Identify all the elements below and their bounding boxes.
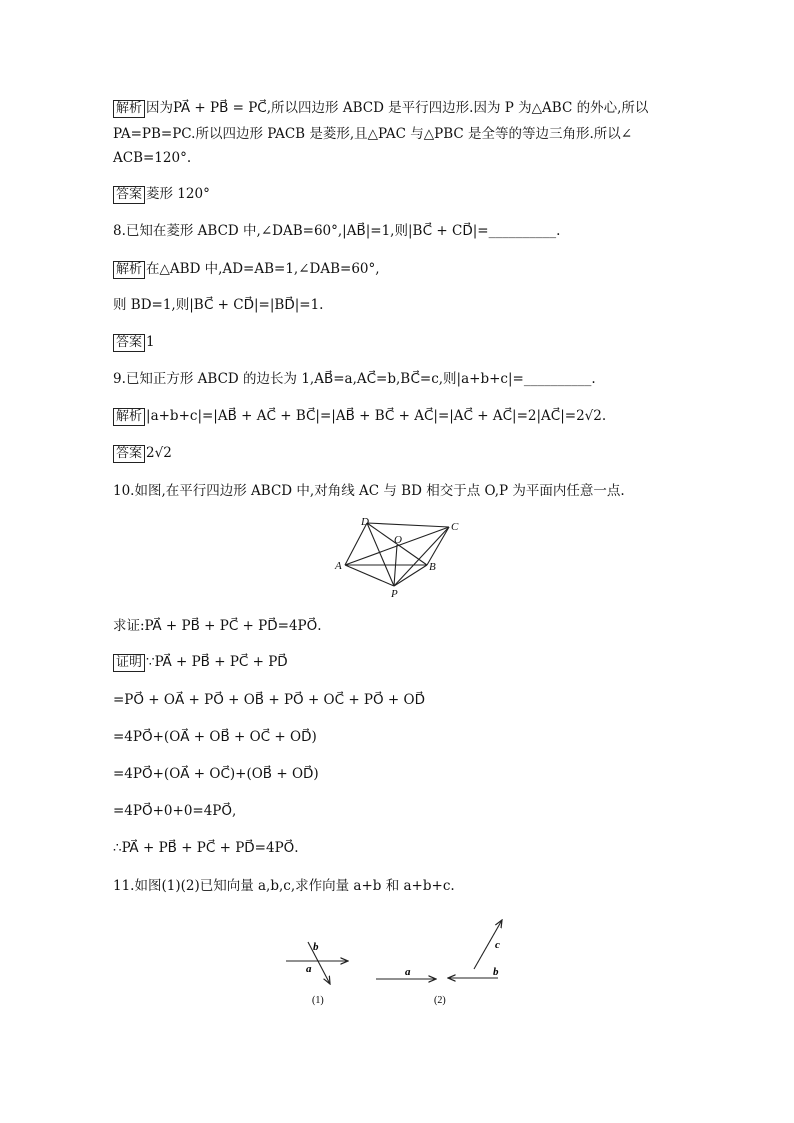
label-a: a: [306, 963, 312, 975]
answer-line-9: [113, 443, 172, 463]
proof-line-5: =4PO⃗+0+0=4PO⃗,: [113, 803, 237, 819]
label-O: O: [394, 534, 402, 546]
proof-line-1: [113, 652, 288, 672]
question-8: 8.已知在菱形 ABCD 中,∠DAB=60°,|AB⃗|=1,则|BC⃗ + CD⃗|=__________.: [113, 223, 561, 239]
analysis-line-8a: [113, 259, 380, 279]
proof-line-2: =PO⃗ + OA⃗ + PO⃗ + OB⃗ + PO⃗ + OC⃗ + PO⃗ + OD⃗: [113, 692, 425, 708]
analysis-tag: 解析: [113, 100, 145, 118]
line-text: ∵PA⃗ + PB⃗ + PC⃗ + PD⃗: [146, 654, 288, 670]
answer-line-7: [113, 184, 210, 204]
analysis-line-2: PA=PB=PC.所以四边形 PACB 是菱形,且△PAC 与△PBC 是全等的等边三角形.所以∠: [113, 126, 633, 142]
label-b: b: [313, 941, 319, 953]
analysis-line-9: [113, 406, 606, 426]
analysis-line-3: ACB=120°.: [113, 150, 192, 166]
line-text: 1: [146, 334, 155, 350]
label-B: B: [429, 561, 436, 573]
label-a: a: [405, 966, 411, 978]
edge-CB: [427, 527, 449, 565]
label-D: D: [361, 516, 369, 528]
label-P: P: [391, 588, 398, 600]
line-text: 2√2: [146, 445, 172, 461]
proof-line-6: ∴PA⃗ + PB⃗ + PC⃗ + PD⃗=4PO⃗.: [113, 840, 299, 856]
label-C: C: [451, 521, 459, 533]
question-9: 9.已知正方形 ABCD 的边长为 1,AB⃗=a,AC⃗=b,BC⃗=c,则|a+b+c|=__________.: [113, 371, 596, 387]
proof-line-4: =4PO⃗+(OA⃗ + OC⃗)+(OB⃗ + OD⃗): [113, 766, 319, 782]
edge-DC: [367, 523, 449, 527]
question-11: 11.如图(1)(2)已知向量 a,b,c,求作向量 a+b 和 a+b+c.: [113, 878, 455, 894]
seg-PC: [394, 527, 449, 586]
proof-line-3: =4PO⃗+(OA⃗ + OB⃗ + OC⃗ + OD⃗): [113, 729, 317, 745]
answer-tag: 答案: [113, 334, 145, 352]
analysis-line-8b: 则 BD=1,则|BC⃗ + CD⃗|=|BD⃗|=1.: [113, 297, 324, 313]
vector-figure-1: [282, 935, 362, 1010]
caption-2: (2): [434, 995, 446, 1006]
answer-tag: 答案: [113, 445, 145, 463]
analysis-tag: 解析: [113, 408, 145, 426]
parallelogram-figure: [330, 513, 465, 603]
analysis-line-1: [113, 98, 648, 118]
prove-statement: 求证:PA⃗ + PB⃗ + PC⃗ + PD⃗=4PO⃗.: [113, 618, 322, 634]
vector-figure-2: [372, 915, 512, 1010]
label-c: c: [495, 939, 500, 951]
line-text: 菱形 120°: [146, 186, 210, 202]
line-text: |a+b+c|=|AB⃗ + AC⃗ + BC⃗|=|AB⃗ + BC⃗ + AC⃗|=|AC⃗ + AC⃗|=2|AC⃗|=2√2.: [146, 408, 607, 424]
question-10: 10.如图,在平行四边形 ABCD 中,对角线 AC 与 BD 相交于点 O,P 为平面内任意一点.: [113, 483, 625, 499]
answer-line-8: [113, 332, 155, 352]
label-b: b: [493, 966, 499, 978]
analysis-tag: 解析: [113, 261, 145, 279]
line-text: 在△ABD 中,AD=AB=1,∠DAB=60°,: [146, 261, 380, 277]
label-A: A: [335, 560, 342, 572]
caption-1: (1): [312, 995, 324, 1006]
answer-tag: 答案: [113, 186, 145, 204]
proof-tag: 证明: [113, 654, 145, 672]
line-text: 因为PA⃗ + PB⃗ = PC⃗,所以四边形 ABCD 是平行四边形.因为 P 为△ABC 的外心,所以: [146, 100, 649, 116]
